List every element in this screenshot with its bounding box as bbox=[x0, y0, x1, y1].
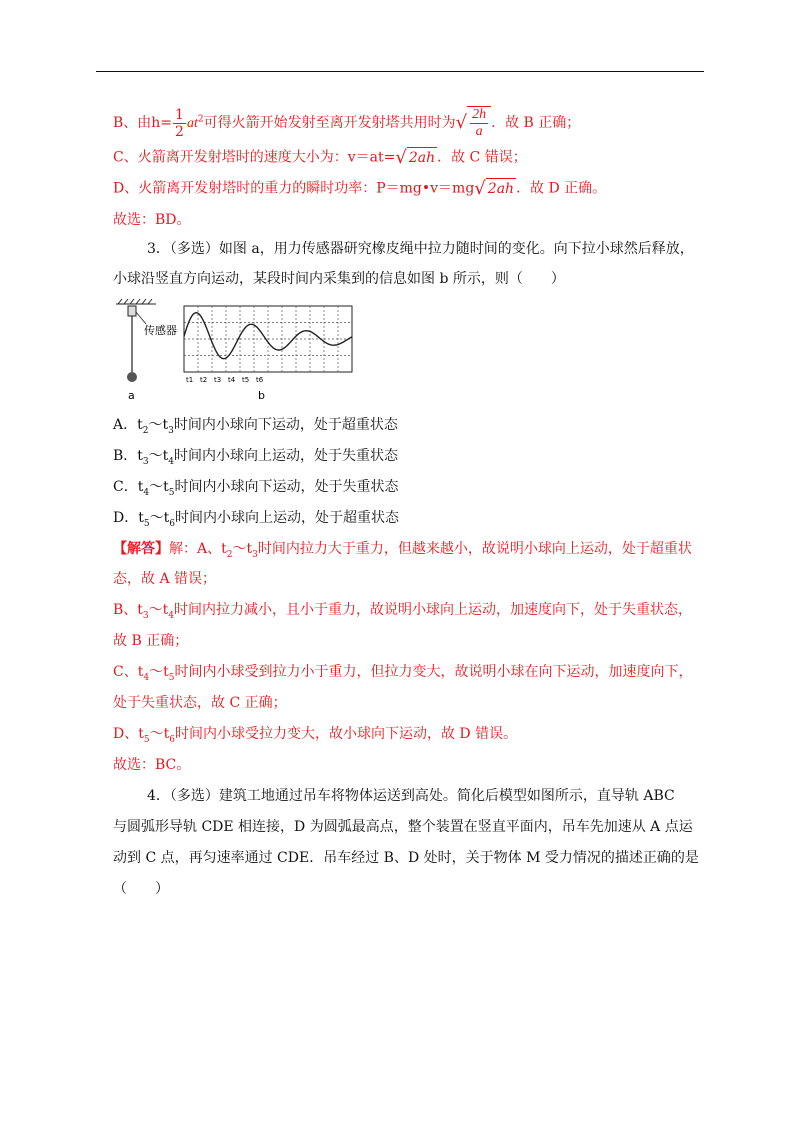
q4-line3: 动到 C 点，再匀速率通过 CDE．吊车经过 B、D 处时，关于物体 M 受力情况的描述正确的是 bbox=[113, 850, 699, 866]
answer-bd: 故选：BD。 bbox=[113, 212, 191, 228]
option-b[interactable]: B．$t_3\sim t_4$时间内小球向上运动，处于失重状态 bbox=[113, 448, 399, 467]
q3-figure bbox=[112, 298, 362, 404]
q3-stem-line1: 3．（多选）如图 a，用力传感器研究橡皮绳中拉力随时间的变化。向下拉小球然后释放， bbox=[147, 241, 694, 257]
ceiling-hatch bbox=[116, 299, 156, 304]
solution-a-line2: 态，故 A 错误； bbox=[113, 571, 217, 587]
solution-line-c: C、火箭离开发射塔时的速度大小为：v＝at=√ 2ah ．故 C 错误； bbox=[113, 146, 527, 168]
solution-b-line2: 故 B 正确； bbox=[113, 633, 189, 649]
sensor-pointer bbox=[136, 312, 146, 324]
tick-label: t2 bbox=[200, 376, 208, 384]
solution-line-d: D、火箭离开发射塔时的重力的瞬时功率：P＝mg•v＝mg√ 2ah ．故 D 正确。 bbox=[113, 177, 607, 199]
sqrt-expression: √ $\frac{2h}{a}$ bbox=[456, 106, 491, 140]
solution-b-line1: B、$t_3\sim t_4$时间内拉力减小，且小于重力，故说明小球向上运动，加速度向下，处于失重状态， bbox=[113, 602, 693, 621]
option-a[interactable]: A．$t_2\sim t_3$时间内小球向下运动，处于超重状态 bbox=[113, 417, 398, 436]
fraction-half: $\frac{1}{2}$ bbox=[175, 106, 184, 140]
time-ticks bbox=[186, 376, 264, 384]
answer-bc: 故选：BC。 bbox=[113, 757, 191, 773]
tick-label: t3 bbox=[214, 376, 222, 384]
sqrt-expression: √ 2ah bbox=[395, 146, 436, 168]
solution-tag: 【解答】 bbox=[113, 541, 169, 557]
solution-line-b: B、由h= $\frac{1}{2}$ $at^2$可得火箭开始发射至离开发射塔共用时为√ $\frac{2h}{a}$ ．故 B 正确； bbox=[113, 106, 581, 140]
solution-a-line1: 【解答】解：A、$t_2\sim t_3$时间内拉力大于重力，但越来越小，故说明小球向上运动，处于超重状 bbox=[113, 541, 692, 560]
sensor-box bbox=[128, 306, 136, 316]
sensor-label: 传感器 bbox=[144, 324, 177, 337]
q3-stem-line2: 小球沿竖直方向运动，某段时间内采集到的信息如图 b 所示，则（ ） bbox=[113, 271, 565, 287]
solution-c-line1: C、$t_4\sim t_5$时间内小球受到拉力小于重力，但拉力变大，故说明小球在向下运动，加速度向下， bbox=[113, 664, 693, 683]
graph-grid bbox=[184, 306, 352, 372]
solution-d-line1: D、$t_5\sim t_6$时间内小球受拉力变大，故小球向下运动，故 D 错误。 bbox=[113, 726, 518, 745]
label-a: a bbox=[128, 389, 135, 402]
q4-line4: （ ） bbox=[113, 881, 169, 897]
tick-label: t6 bbox=[256, 376, 264, 384]
q4-line2: 与圆弧形导轨 CDE 相连接，D 为圆弧最高点，整个装置在竖直平面内，吊车先加速从 A 点运 bbox=[113, 819, 693, 835]
label-b: b bbox=[258, 389, 265, 402]
solution-c-line2: 处于失重状态，故 C 正确； bbox=[113, 695, 287, 711]
q4-line1: 4．（多选）建筑工地通过吊车将物体运送到高处。简化后模型如图所示，直导轨 ABC bbox=[147, 788, 675, 804]
sqrt-expression: √ 2ah bbox=[474, 177, 515, 199]
tick-label: t4 bbox=[228, 376, 236, 384]
tick-label: t1 bbox=[186, 376, 194, 384]
option-c[interactable]: C．$t_4\sim t_5$时间内小球向下运动，处于失重状态 bbox=[113, 479, 399, 498]
option-d[interactable]: D．$t_5\sim t_6$时间内小球向上运动，处于超重状态 bbox=[113, 510, 399, 529]
header-divider bbox=[96, 71, 704, 72]
tick-label: t5 bbox=[242, 376, 250, 384]
ball bbox=[127, 372, 137, 382]
